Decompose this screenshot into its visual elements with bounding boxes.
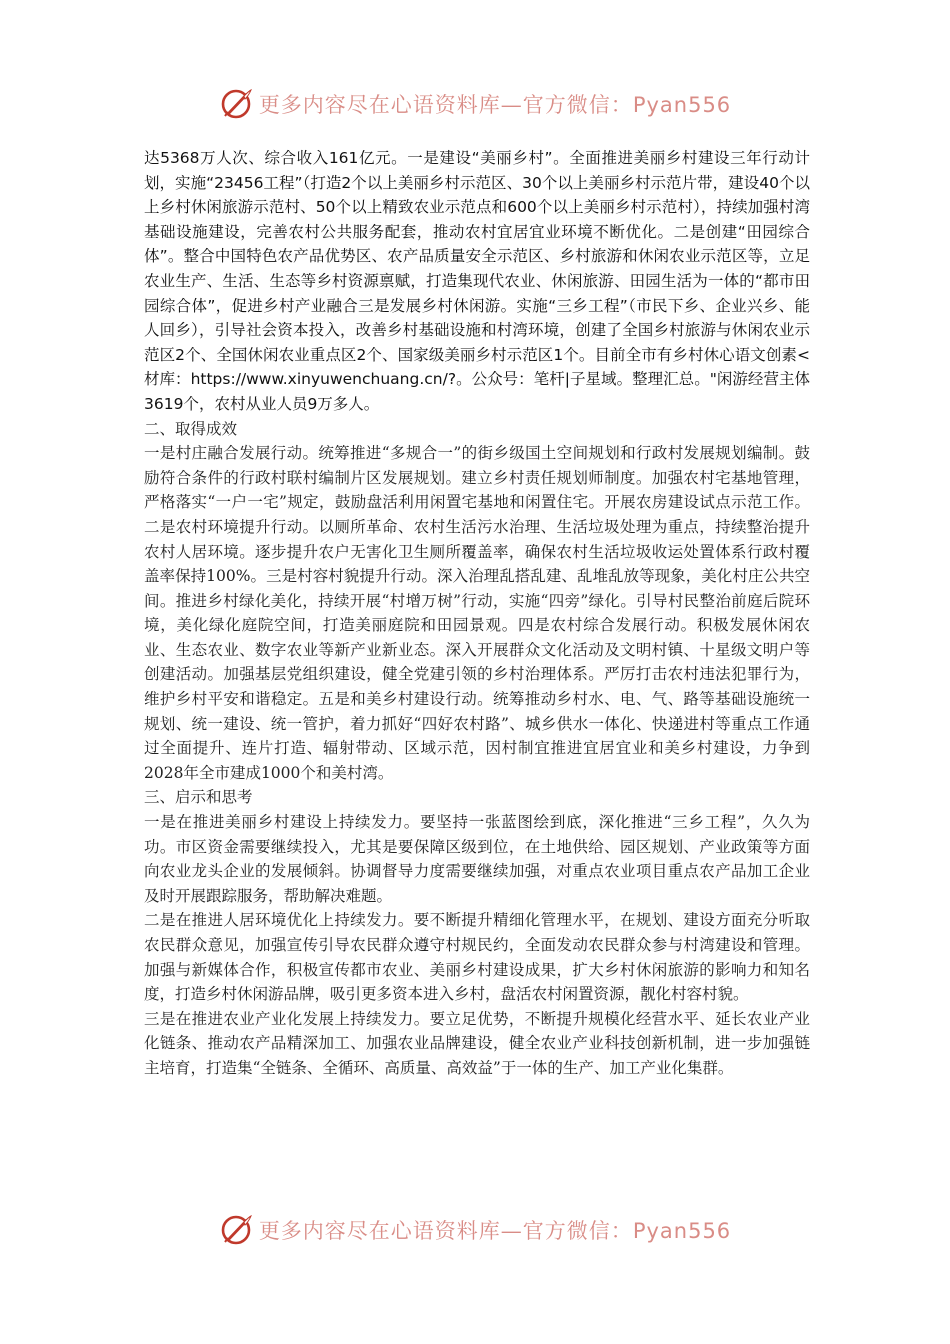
section2-heading: 二、取得成效 [144,419,238,438]
footer-watermark-banner [0,1208,950,1252]
document-body [144,146,810,1081]
header-watermark-banner [0,82,950,126]
footer-banner-handle: Pyan556 [632,1219,732,1243]
section3-paragraph-1: 一是在推进美丽乡村建设上持续发力。要坚持一张蓝图绘到底，深化推进“三乡工程”，久久为功。市区资金需要继续投入，尤其是要保障区级到位，在土地供给、园区规划、产业政策等方面向农业龙头企业的发展倾斜。协调督导力度需要继续加强，对重点农业项目重点农产品加工企业及时开展跟踪服务，帮助解决难题。 [144,813,810,905]
header-banner-text: 更多内容尽在心语资料库—官方微信：Pyan556 [258,93,732,117]
section3-paragraph-3: 三是在推进农业产业化发展上持续发力。要立足优势，不断提升规模化经营水平、延长农业产业化链条、推动农产品精深加工、加强农业品牌建设，健全农业产业科技创新机制，进一步加强链主培育，打造集“全链条、全循环、高质量、高效益”于一体的生产、加工产业化集群。 [144,1009,810,1077]
section3-paragraph-2: 二是在推进人居环境优化上持续发力。要不断提升精细化管理水平，在规划、建设方面充分听取农民群众意见，加强宣传引导农民群众遵守村规民约，全面发动农民群众参与村湾建设和管理。加强与新媒体合作，积极宣传都市农业、美丽乡村建设成果，扩大乡村休闲旅游的影响力和知名度，打造乡村休闲游品牌，吸引更多资本进入乡村，盘活农村闲置资源，靓化村容村貌。 [144,911,810,1004]
section3-heading: 三、启示和思考 [144,788,253,807]
section2-paragraph: 一是村庄融合发展行动。统筹推进“多规合一”的街乡级国土空间规划和行政村发展规划编制。鼓励符合条件的行政村联村编制片区发展规划。建立乡村责任规划师制度。加强农村宅基地管理，严格落实“一户一宅”规定，鼓励盘活利用闲置宅基地和闲置住宅。开展农房建设试点示范工作。二是农村环境提升行动。以厕所革命、农村生活污水治理、生活垃圾处理为重点，持续整治提升农村人居环境。逐步提升农户无害化卫生厕所覆盖率，确保农村生活垃圾收运处置体系行政村覆盖率保持100%。三是村容村貌提升行动。深入治理乱搭乱建、乱堆乱放等现象，美化村庄公共空间。推进乡村绿化美化，持续开展“村增万树”行动，实施“四旁”绿化。引导村民整治前庭后院环境，美化绿化庭院空间，打造美丽庭院和田园景观。四是农村综合发展行动。积极发展休闲农业、生态农业、数字农业等新产业新业态。深入开展群众文化活动及文明村镇、十星级文明户等创建活动。加强基层党组织建设，健全党建引领的乡村治理体系。严厉打击农村违法犯罪行为，维护乡村平安和谐稳定。五是和美乡村建设行动。统筹推动乡村水、电、气、路等基础设施统一规划、统一建设、统一管护，着力抓好“四好农村路”、城乡供水一体化、快递进村等重点工作通过全面提升、连片打造、辐射带动、区域示范，因村制宜推进宜居宜业和美乡村建设，力争到2028年全市建成1000个和美村湾。 [144,444,810,782]
footer-banner-text: 更多内容尽在心语资料库—官方微信：Pyan556 [258,1219,732,1243]
intro-paragraph: 达5368万人次、综合收入161亿元。一是建设“美丽乡村”。全面推进美丽乡村建设三年行动计划，实施“23456工程”（打造2个以上美丽乡村示范区、30个以上美丽乡村示范片带，建设40个以上乡村休闲旅游示范村、50个以上精致农业示范点和600个以上美丽乡村示范村），持续加强村湾基础设施建设，完善农村公共服务配套，推动农村宜居宜业环境不断优化。二是创建“田园综合体”。整合中国特色农产品优势区、农产品质量安全示范区、乡村旅游和休闲农业示范区等，立足农业生产、生活、生态等乡村资源禀赋，打造集现代农业、休闲旅游、田园生活为一体的“都市田园综合体”，促进乡村产业融合三是发展乡村休闲游。实施“三乡工程”（市民下乡、企业兴乡、能人回乡），引导社会资本投入，改善乡村基础设施和村湾环境，创建了全国乡村旅游与休闲农业示范区2个、全国休闲农业重点区2个、国家级美丽乡村示范区1个。目前全市有乡村休心语文创素<材库：https://www.xinyuwenchuang.cn/?。公众号：笔杆|子星域。整理汇总。"闲游经营主体3619个，农村从业人员9万多人。 [144,149,810,413]
header-banner-handle: Pyan556 [632,93,732,117]
quill-pen-logo-icon [219,1213,253,1247]
quill-pen-logo-icon [219,87,253,121]
